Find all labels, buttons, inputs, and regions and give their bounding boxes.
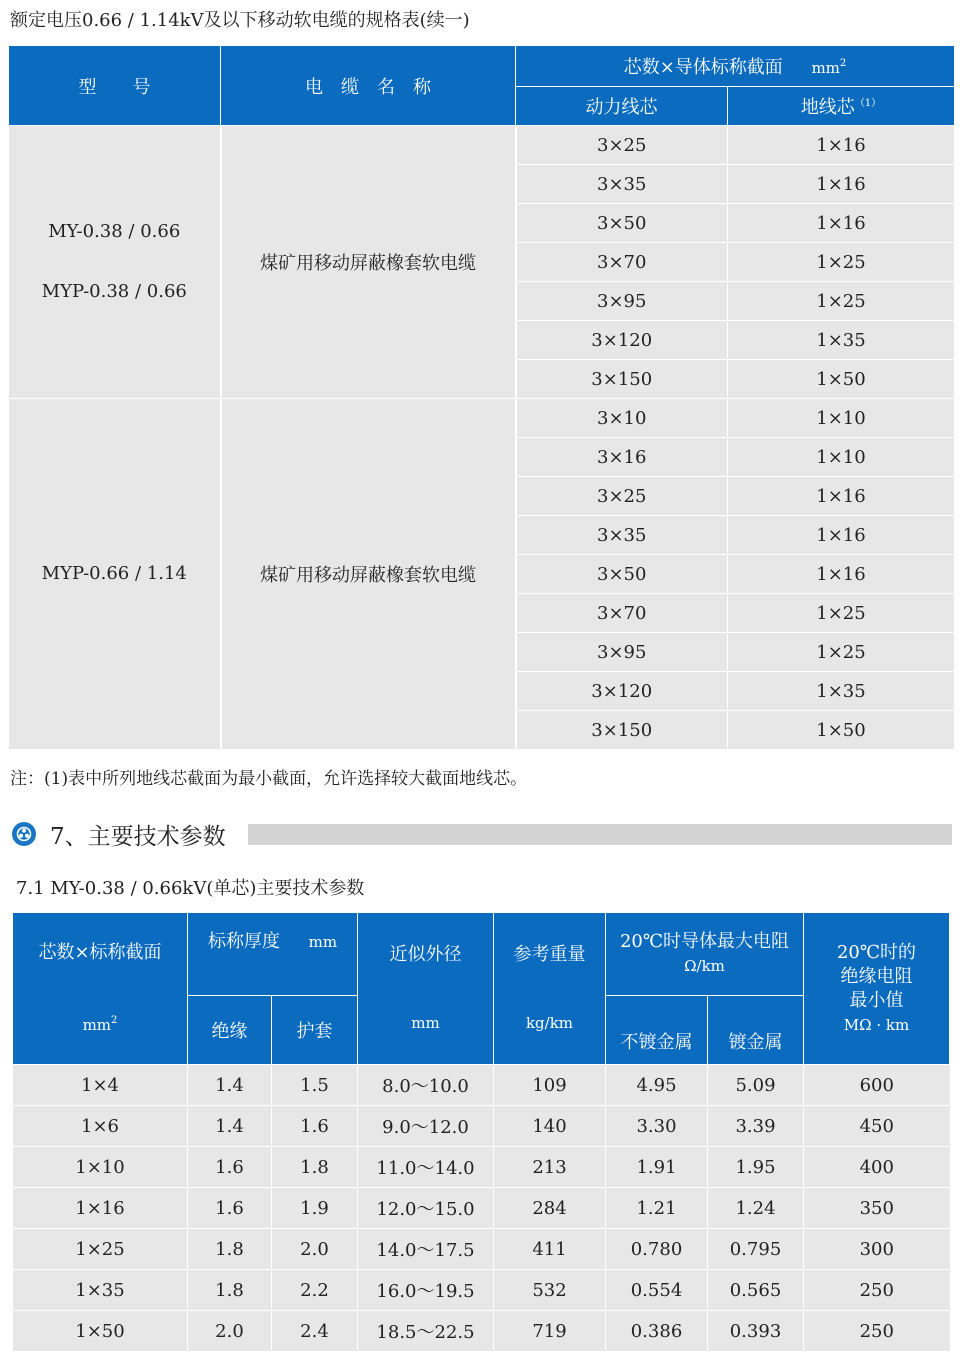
header-outer-diameter-unit: mm [411,1013,440,1032]
param-table [12,912,950,1352]
header-outer-diameter [358,913,494,1065]
sheath-cell: 1.5 [272,1065,358,1106]
insulation-cell: 1.4 [188,1106,272,1147]
insulation-cell: 1.4 [188,1065,272,1106]
power-core-cell: 3×50 [516,204,728,243]
cores-area-cell: 1×10 [13,1147,188,1188]
power-core-cell: 3×95 [516,282,728,321]
header-sheath: 护套 [272,996,358,1065]
param-row [13,1147,950,1188]
insulation-cell: 1.8 [188,1270,272,1311]
power-core-cell: 3×35 [516,516,728,555]
insulation-cell: 1.6 [188,1147,272,1188]
header-weight [494,913,606,1065]
header-model: 型 号 [9,46,221,126]
ground-core-cell: 1×50 [728,711,955,750]
header-cores-area-unit: mm [82,1015,112,1034]
header-cores-area-label: 芯数×标称截面 [38,941,162,963]
outer-diameter-cell: 14.0～17.5 [358,1229,494,1270]
power-core-cell: 3×16 [516,438,728,477]
plated-resistance-cell: 0.795 [708,1229,804,1270]
outer-diameter-cell: 18.5～22.5 [358,1311,494,1352]
header-power-core: 动力线芯 [516,87,728,126]
cable-name-cell: 煤矿用移动屏蔽橡套软电缆 [221,126,516,399]
outer-diameter-cell: 11.0～14.0 [358,1147,494,1188]
ground-core-cell: 1×16 [728,126,955,165]
plain-resistance-cell: 3.30 [606,1106,708,1147]
header-resistance-label: 20℃时导体最大电阻 [619,931,790,952]
plain-resistance-cell: 0.386 [606,1311,708,1352]
insulation-resistance-cell: 250 [804,1270,950,1311]
insulation-resistance-cell: 350 [804,1188,950,1229]
plated-resistance-cell: 0.565 [708,1270,804,1311]
power-core-cell: 3×150 [516,711,728,750]
ground-core-cell: 1×16 [728,477,955,516]
ground-core-cell: 1×10 [728,399,955,438]
plain-resistance-cell: 0.554 [606,1270,708,1311]
power-core-cell: 3×95 [516,633,728,672]
param-row [13,1065,950,1106]
ground-core-cell: 1×16 [728,165,955,204]
param-row [13,1106,950,1147]
power-core-cell: 3×35 [516,165,728,204]
weight-cell: 411 [494,1229,606,1270]
header-ground-core [728,87,955,126]
plain-resistance-cell: 0.780 [606,1229,708,1270]
section-title: 7、主要技术参数 [50,824,226,850]
insulation-resistance-cell: 450 [804,1106,950,1147]
header-cores-area [13,913,188,1065]
cores-area-cell: 1×50 [13,1311,188,1352]
model-label: MYP-0.66 / 1.14 [41,563,187,584]
param-row [13,1270,950,1311]
outer-diameter-cell: 8.0～10.0 [358,1065,494,1106]
header-thickness-label: 标称厚度 [207,931,280,952]
header-cores-section [516,46,955,87]
model-cell [9,126,221,399]
header-weight-unit: kg/km [525,1013,574,1032]
header-cores-section-label: 芯数×导体标称截面 [623,57,783,78]
ground-core-cell: 1×25 [728,594,955,633]
cores-area-cell: 1×16 [13,1188,188,1229]
ground-core-cell: 1×16 [728,516,955,555]
power-core-cell: 3×25 [516,477,728,516]
spec-row [9,399,955,438]
ground-core-cell: 1×25 [728,243,955,282]
plated-resistance-cell: 1.24 [708,1188,804,1229]
header-plain-metal: 不镀金属 [606,996,708,1065]
spec-table [8,45,955,750]
header-ins-res-line1: 20℃时的 [836,941,917,963]
power-core-cell: 3×10 [516,399,728,438]
cores-area-cell: 1×6 [13,1106,188,1147]
plated-resistance-cell: 1.95 [708,1147,804,1188]
plated-resistance-cell: 0.393 [708,1311,804,1352]
insulation-resistance-cell: 250 [804,1311,950,1352]
header-ins-res-line3: 最小值 [849,989,904,1011]
header-cores-section-unit-sup: 2 [839,58,847,69]
spec-row [9,126,955,165]
sheath-cell: 2.0 [272,1229,358,1270]
header-plated-metal: 镀金属 [708,996,804,1065]
weight-cell: 140 [494,1106,606,1147]
plated-resistance-cell: 3.39 [708,1106,804,1147]
insulation-resistance-cell: 600 [804,1065,950,1106]
insulation-resistance-cell: 400 [804,1147,950,1188]
ground-core-cell: 1×10 [728,438,955,477]
ground-core-cell: 1×50 [728,360,955,399]
cable-name-cell: 煤矿用移动屏蔽橡套软电缆 [221,399,516,750]
insulation-cell: 1.8 [188,1229,272,1270]
weight-cell: 213 [494,1147,606,1188]
insulation-cell: 2.0 [188,1311,272,1352]
plain-resistance-cell: 1.91 [606,1147,708,1188]
plated-resistance-cell: 5.09 [708,1065,804,1106]
sheath-cell: 1.9 [272,1188,358,1229]
section-bullet-icon [12,822,36,846]
header-thickness-unit: mm [308,933,338,951]
param-row [13,1188,950,1229]
weight-cell: 284 [494,1188,606,1229]
sheath-cell: 1.6 [272,1106,358,1147]
header-weight-label: 参考重量 [513,943,586,965]
header-thickness [188,913,358,996]
outer-diameter-cell: 16.0～19.5 [358,1270,494,1311]
ground-core-cell: 1×25 [728,633,955,672]
header-ins-res-unit: MΩ · km [843,1015,910,1034]
header-resistance-unit: Ω/km [684,957,725,975]
header-ground-core-sup: （1） [854,98,882,109]
ground-core-cell: 1×16 [728,204,955,243]
header-ground-core-label: 地线芯 [800,97,855,118]
param-row [13,1229,950,1270]
ground-core-cell: 1×25 [728,282,955,321]
model-label: MY-0.38 / 0.66 [48,221,181,242]
power-core-cell: 3×70 [516,594,728,633]
cores-area-cell: 1×35 [13,1270,188,1311]
model-cell [9,399,221,750]
param-table-title: 7.1 MY-0.38 / 0.66kV(单芯)主要技术参数 [16,878,365,899]
ground-core-cell: 1×16 [728,555,955,594]
header-resistance [606,913,804,996]
power-core-cell: 3×150 [516,360,728,399]
weight-cell: 532 [494,1270,606,1311]
header-ins-res-line2: 绝缘电阻 [840,965,913,987]
spec-table-title: 额定电压0.66 / 1.14kV及以下移动软电缆的规格表(续一) [10,10,470,31]
cores-area-cell: 1×4 [13,1065,188,1106]
power-core-cell: 3×120 [516,672,728,711]
table-note: 注：(1)表中所列地线芯截面为最小截面，允许选择较大截面地线芯。 [10,769,528,789]
plain-resistance-cell: 1.21 [606,1188,708,1229]
insulation-resistance-cell: 300 [804,1229,950,1270]
cores-area-cell: 1×25 [13,1229,188,1270]
power-core-cell: 3×70 [516,243,728,282]
sheath-cell: 2.4 [272,1311,358,1352]
sheath-cell: 2.2 [272,1270,358,1311]
model-label: MYP-0.38 / 0.66 [41,281,187,302]
header-outer-diameter-label: 近似外径 [389,943,462,965]
ground-core-cell: 1×35 [728,672,955,711]
sheath-cell: 1.8 [272,1147,358,1188]
power-core-cell: 3×120 [516,321,728,360]
outer-diameter-cell: 12.0～15.0 [358,1188,494,1229]
weight-cell: 109 [494,1065,606,1106]
header-cores-area-unit-sup: 2 [111,1014,118,1026]
plain-resistance-cell: 4.95 [606,1065,708,1106]
param-row [13,1311,950,1352]
insulation-cell: 1.6 [188,1188,272,1229]
power-core-cell: 3×25 [516,126,728,165]
header-cores-section-unit: mm [811,59,840,77]
header-insulation: 绝缘 [188,996,272,1065]
header-cable-name: 电 缆 名 称 [221,46,516,126]
power-core-cell: 3×50 [516,555,728,594]
header-insulation-resistance [804,913,950,1065]
weight-cell: 719 [494,1311,606,1352]
outer-diameter-cell: 9.0～12.0 [358,1106,494,1147]
ground-core-cell: 1×35 [728,321,955,360]
section-divider-bar [248,824,952,845]
